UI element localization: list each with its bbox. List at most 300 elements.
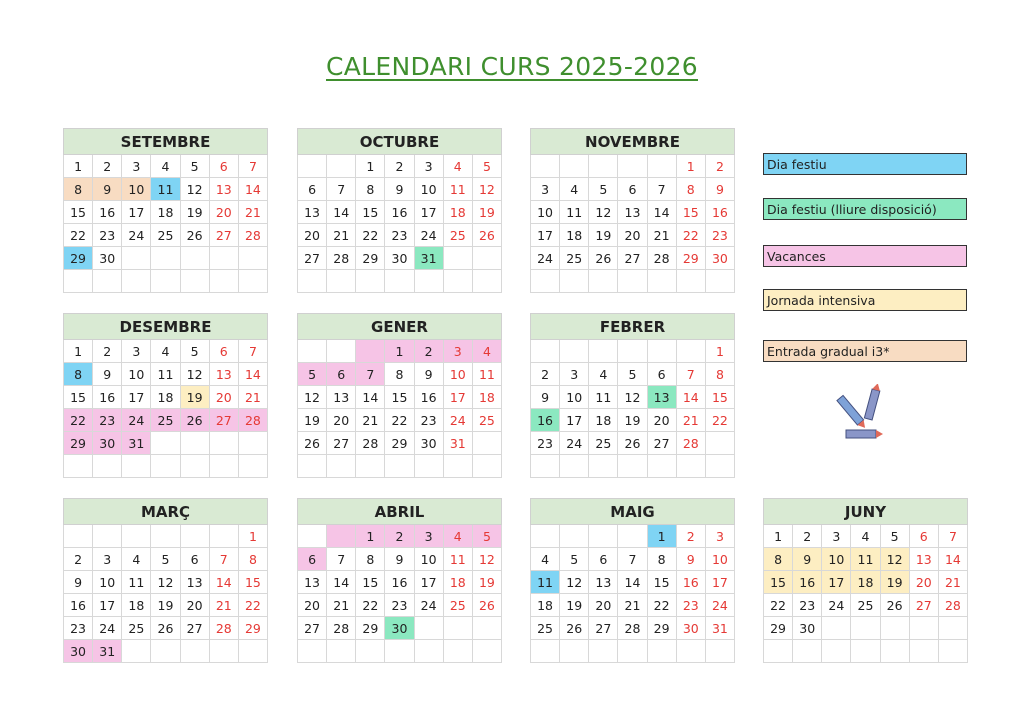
empty-cell [93, 455, 122, 478]
day-cell: 31 [443, 432, 472, 455]
empty-cell [180, 270, 209, 293]
month-setembre [63, 128, 268, 293]
day-cell: 24 [414, 224, 443, 247]
day-cell: 10 [122, 178, 151, 201]
day-cell: 26 [880, 594, 909, 617]
empty-cell [589, 155, 618, 178]
empty-cell [909, 640, 938, 663]
empty-cell [151, 525, 180, 548]
day-cell: 6 [647, 363, 676, 386]
month-name: MAIG [531, 499, 735, 525]
day-cell: 25 [443, 594, 472, 617]
day-cell: 27 [647, 432, 676, 455]
empty-cell [531, 455, 560, 478]
day-cell: 28 [618, 617, 647, 640]
day-cell: 7 [327, 548, 356, 571]
day-cell: 15 [356, 201, 385, 224]
day-cell: 18 [851, 571, 880, 594]
day-cell: 30 [93, 247, 122, 270]
day-cell: 3 [560, 363, 589, 386]
empty-cell [356, 640, 385, 663]
day-cell: 29 [356, 617, 385, 640]
empty-cell [122, 640, 151, 663]
day-cell: 20 [589, 594, 618, 617]
day-cell: 29 [64, 247, 93, 270]
empty-cell [298, 525, 327, 548]
day-cell: 2 [705, 155, 734, 178]
day-cell: 10 [531, 201, 560, 224]
month-maig [530, 498, 735, 663]
empty-cell [356, 455, 385, 478]
day-cell: 4 [443, 155, 472, 178]
month-octubre [297, 128, 502, 293]
day-cell: 27 [298, 617, 327, 640]
day-cell: 19 [298, 409, 327, 432]
day-cell: 4 [851, 525, 880, 548]
day-cell: 19 [880, 571, 909, 594]
empty-cell [64, 270, 93, 293]
day-cell: 31 [122, 432, 151, 455]
empty-cell [705, 270, 734, 293]
day-cell: 30 [793, 617, 822, 640]
day-cell: 20 [327, 409, 356, 432]
day-cell: 25 [151, 409, 180, 432]
day-cell: 21 [238, 201, 267, 224]
day-cell: 4 [472, 340, 501, 363]
day-cell: 11 [851, 548, 880, 571]
day-cell: 12 [880, 548, 909, 571]
day-cell: 6 [180, 548, 209, 571]
empty-cell [589, 525, 618, 548]
empty-cell [151, 432, 180, 455]
day-cell: 19 [472, 201, 501, 224]
day-cell: 13 [209, 178, 238, 201]
day-cell: 24 [122, 224, 151, 247]
day-cell: 19 [618, 409, 647, 432]
day-cell: 26 [180, 409, 209, 432]
empty-cell [180, 247, 209, 270]
day-cell: 18 [472, 386, 501, 409]
legend-jornada-intensiva: Jornada intensiva [763, 289, 967, 311]
day-cell: 1 [385, 340, 414, 363]
empty-cell [443, 455, 472, 478]
day-cell: 5 [618, 363, 647, 386]
day-cell: 15 [64, 386, 93, 409]
legend-entrada-gradual: Entrada gradual i3* [763, 340, 967, 362]
day-cell: 19 [180, 386, 209, 409]
day-cell: 7 [647, 178, 676, 201]
day-cell: 17 [414, 201, 443, 224]
empty-cell [298, 270, 327, 293]
day-cell: 22 [64, 224, 93, 247]
day-cell: 4 [443, 525, 472, 548]
day-cell: 27 [209, 224, 238, 247]
empty-cell [589, 270, 618, 293]
day-cell: 2 [414, 340, 443, 363]
day-cell: 6 [618, 178, 647, 201]
day-cell: 9 [414, 363, 443, 386]
month-gener [297, 313, 502, 478]
day-cell: 23 [531, 432, 560, 455]
day-cell: 5 [880, 525, 909, 548]
empty-cell [151, 640, 180, 663]
day-cell: 26 [589, 247, 618, 270]
day-cell: 5 [589, 178, 618, 201]
day-cell: 18 [151, 386, 180, 409]
day-cell: 28 [327, 617, 356, 640]
empty-cell [356, 340, 385, 363]
day-cell: 20 [909, 571, 938, 594]
empty-cell [531, 640, 560, 663]
day-cell: 5 [472, 155, 501, 178]
month-name: DESEMBRE [64, 314, 268, 340]
day-cell: 20 [647, 409, 676, 432]
day-cell: 18 [531, 594, 560, 617]
day-cell: 30 [385, 617, 414, 640]
day-cell: 3 [414, 155, 443, 178]
day-cell: 27 [589, 617, 618, 640]
day-cell: 29 [238, 617, 267, 640]
day-cell: 27 [209, 409, 238, 432]
day-cell: 8 [356, 548, 385, 571]
day-cell: 7 [238, 155, 267, 178]
day-cell: 20 [209, 201, 238, 224]
day-cell: 19 [560, 594, 589, 617]
day-cell: 28 [938, 594, 967, 617]
day-cell: 7 [618, 548, 647, 571]
empty-cell [443, 640, 472, 663]
empty-cell [647, 270, 676, 293]
day-cell: 8 [705, 363, 734, 386]
day-cell: 30 [414, 432, 443, 455]
day-cell: 24 [822, 594, 851, 617]
day-cell: 12 [618, 386, 647, 409]
day-cell: 13 [589, 571, 618, 594]
month-novembre [530, 128, 735, 293]
empty-cell [851, 617, 880, 640]
day-cell: 19 [180, 201, 209, 224]
empty-cell [209, 640, 238, 663]
day-cell: 17 [414, 571, 443, 594]
empty-cell [414, 640, 443, 663]
day-cell: 7 [356, 363, 385, 386]
day-cell: 25 [851, 594, 880, 617]
day-cell: 16 [793, 571, 822, 594]
day-cell: 21 [938, 571, 967, 594]
day-cell: 2 [793, 525, 822, 548]
day-cell: 13 [209, 363, 238, 386]
month-name: JUNY [764, 499, 968, 525]
empty-cell [122, 247, 151, 270]
day-cell: 30 [676, 617, 705, 640]
day-cell: 23 [676, 594, 705, 617]
empty-cell [589, 455, 618, 478]
day-cell: 2 [385, 155, 414, 178]
empty-cell [327, 340, 356, 363]
empty-cell [793, 640, 822, 663]
day-cell: 13 [180, 571, 209, 594]
day-cell: 5 [180, 155, 209, 178]
day-cell: 18 [151, 201, 180, 224]
day-cell: 29 [64, 432, 93, 455]
day-cell: 6 [298, 548, 327, 571]
day-cell: 4 [531, 548, 560, 571]
empty-cell [938, 617, 967, 640]
empty-cell [676, 640, 705, 663]
day-cell: 9 [93, 363, 122, 386]
empty-cell [298, 155, 327, 178]
day-cell: 20 [618, 224, 647, 247]
day-cell: 16 [64, 594, 93, 617]
day-cell: 12 [589, 201, 618, 224]
empty-cell [472, 617, 501, 640]
day-cell: 28 [238, 224, 267, 247]
empty-cell [676, 270, 705, 293]
empty-cell [180, 455, 209, 478]
empty-cell [209, 525, 238, 548]
day-cell: 10 [443, 363, 472, 386]
empty-cell [880, 617, 909, 640]
day-cell: 29 [764, 617, 793, 640]
day-cell: 11 [443, 548, 472, 571]
legend-vacances: Vacances [763, 245, 967, 267]
day-cell: 24 [560, 432, 589, 455]
day-cell: 21 [647, 224, 676, 247]
empty-cell [151, 270, 180, 293]
day-cell: 26 [472, 224, 501, 247]
empty-cell [647, 640, 676, 663]
empty-cell [443, 270, 472, 293]
empty-cell [560, 155, 589, 178]
day-cell: 3 [122, 155, 151, 178]
day-cell: 27 [618, 247, 647, 270]
day-cell: 17 [122, 386, 151, 409]
day-cell: 14 [676, 386, 705, 409]
day-cell: 1 [705, 340, 734, 363]
day-cell: 27 [327, 432, 356, 455]
empty-cell [122, 270, 151, 293]
day-cell: 14 [618, 571, 647, 594]
empty-cell [327, 155, 356, 178]
day-cell: 21 [676, 409, 705, 432]
month-name: ABRIL [298, 499, 502, 525]
day-cell: 15 [385, 386, 414, 409]
day-cell: 12 [472, 178, 501, 201]
day-cell: 16 [93, 386, 122, 409]
day-cell: 23 [93, 224, 122, 247]
day-cell: 12 [298, 386, 327, 409]
day-cell: 7 [238, 340, 267, 363]
day-cell: 6 [589, 548, 618, 571]
day-cell: 6 [209, 155, 238, 178]
day-cell: 23 [385, 594, 414, 617]
month-desembre [63, 313, 268, 478]
month-name: SETEMBRE [64, 129, 268, 155]
day-cell: 23 [93, 409, 122, 432]
empty-cell [472, 247, 501, 270]
day-cell: 7 [938, 525, 967, 548]
month-name: OCTUBRE [298, 129, 502, 155]
day-cell: 13 [298, 571, 327, 594]
empty-cell [238, 432, 267, 455]
day-cell: 23 [414, 409, 443, 432]
day-cell: 10 [414, 178, 443, 201]
day-cell: 15 [64, 201, 93, 224]
day-cell: 22 [238, 594, 267, 617]
day-cell: 9 [705, 178, 734, 201]
day-cell: 5 [151, 548, 180, 571]
day-cell: 11 [122, 571, 151, 594]
empty-cell [880, 640, 909, 663]
day-cell: 17 [705, 571, 734, 594]
empty-cell [209, 270, 238, 293]
empty-cell [209, 432, 238, 455]
empty-cell [180, 432, 209, 455]
day-cell: 18 [589, 409, 618, 432]
day-cell: 28 [676, 432, 705, 455]
day-cell: 2 [531, 363, 560, 386]
day-cell: 13 [909, 548, 938, 571]
day-cell: 4 [122, 548, 151, 571]
day-cell: 15 [705, 386, 734, 409]
day-cell: 1 [676, 155, 705, 178]
day-cell: 4 [151, 155, 180, 178]
day-cell: 10 [822, 548, 851, 571]
empty-cell [938, 640, 967, 663]
day-cell: 30 [705, 247, 734, 270]
day-cell: 11 [472, 363, 501, 386]
day-cell: 15 [676, 201, 705, 224]
day-cell: 16 [93, 201, 122, 224]
empty-cell [909, 617, 938, 640]
day-cell: 10 [122, 363, 151, 386]
day-cell: 14 [647, 201, 676, 224]
day-cell: 11 [531, 571, 560, 594]
day-cell: 21 [356, 409, 385, 432]
day-cell: 1 [64, 155, 93, 178]
day-cell: 7 [209, 548, 238, 571]
empty-cell [472, 432, 501, 455]
empty-cell [472, 640, 501, 663]
day-cell: 7 [676, 363, 705, 386]
day-cell: 16 [385, 201, 414, 224]
day-cell: 29 [676, 247, 705, 270]
day-cell: 30 [385, 247, 414, 270]
empty-cell [618, 525, 647, 548]
empty-cell [531, 270, 560, 293]
day-cell: 6 [298, 178, 327, 201]
empty-cell [822, 640, 851, 663]
day-cell: 12 [180, 178, 209, 201]
legend-dia-festiu: Dia festiu [763, 153, 967, 175]
day-cell: 16 [414, 386, 443, 409]
day-cell: 9 [385, 548, 414, 571]
empty-cell [414, 617, 443, 640]
day-cell: 16 [385, 571, 414, 594]
day-cell: 17 [531, 224, 560, 247]
legend-lliure-disposicio: Dia festiu (lliure disposició) [763, 198, 967, 220]
empty-cell [356, 270, 385, 293]
day-cell: 24 [531, 247, 560, 270]
day-cell: 16 [676, 571, 705, 594]
day-cell: 21 [327, 224, 356, 247]
day-cell: 21 [327, 594, 356, 617]
day-cell: 17 [443, 386, 472, 409]
day-cell: 26 [151, 617, 180, 640]
day-cell: 15 [238, 571, 267, 594]
empty-cell [122, 455, 151, 478]
empty-cell [618, 155, 647, 178]
empty-cell [298, 640, 327, 663]
day-cell: 2 [676, 525, 705, 548]
empty-cell [764, 640, 793, 663]
day-cell: 1 [647, 525, 676, 548]
day-cell: 16 [531, 409, 560, 432]
empty-cell [238, 455, 267, 478]
empty-cell [705, 640, 734, 663]
empty-cell [531, 525, 560, 548]
day-cell: 8 [385, 363, 414, 386]
empty-cell [472, 270, 501, 293]
day-cell: 27 [298, 247, 327, 270]
day-cell: 25 [589, 432, 618, 455]
empty-cell [589, 340, 618, 363]
day-cell: 5 [298, 363, 327, 386]
day-cell: 17 [822, 571, 851, 594]
empty-cell [531, 340, 560, 363]
day-cell: 24 [93, 617, 122, 640]
day-cell: 22 [676, 224, 705, 247]
crayons-icon [832, 384, 892, 448]
day-cell: 13 [298, 201, 327, 224]
empty-cell [560, 525, 589, 548]
day-cell: 24 [705, 594, 734, 617]
empty-cell [647, 455, 676, 478]
empty-cell [327, 270, 356, 293]
day-cell: 30 [64, 640, 93, 663]
day-cell: 3 [93, 548, 122, 571]
day-cell: 12 [472, 548, 501, 571]
empty-cell [180, 525, 209, 548]
month-febrer [530, 313, 735, 478]
day-cell: 31 [414, 247, 443, 270]
day-cell: 29 [385, 432, 414, 455]
day-cell: 22 [647, 594, 676, 617]
page-title: CALENDARI CURS 2025-2026 [326, 52, 698, 81]
empty-cell [327, 455, 356, 478]
day-cell: 5 [472, 525, 501, 548]
day-cell: 1 [356, 155, 385, 178]
day-cell: 1 [356, 525, 385, 548]
empty-cell [151, 247, 180, 270]
month-juny [763, 498, 968, 663]
day-cell: 18 [443, 571, 472, 594]
day-cell: 6 [909, 525, 938, 548]
empty-cell [298, 455, 327, 478]
empty-cell [414, 270, 443, 293]
day-cell: 29 [647, 617, 676, 640]
day-cell: 20 [298, 224, 327, 247]
day-cell: 8 [356, 178, 385, 201]
empty-cell [93, 270, 122, 293]
day-cell: 26 [298, 432, 327, 455]
day-cell: 19 [472, 571, 501, 594]
day-cell: 21 [618, 594, 647, 617]
day-cell: 27 [180, 617, 209, 640]
day-cell: 14 [238, 363, 267, 386]
day-cell: 27 [909, 594, 938, 617]
day-cell: 24 [443, 409, 472, 432]
